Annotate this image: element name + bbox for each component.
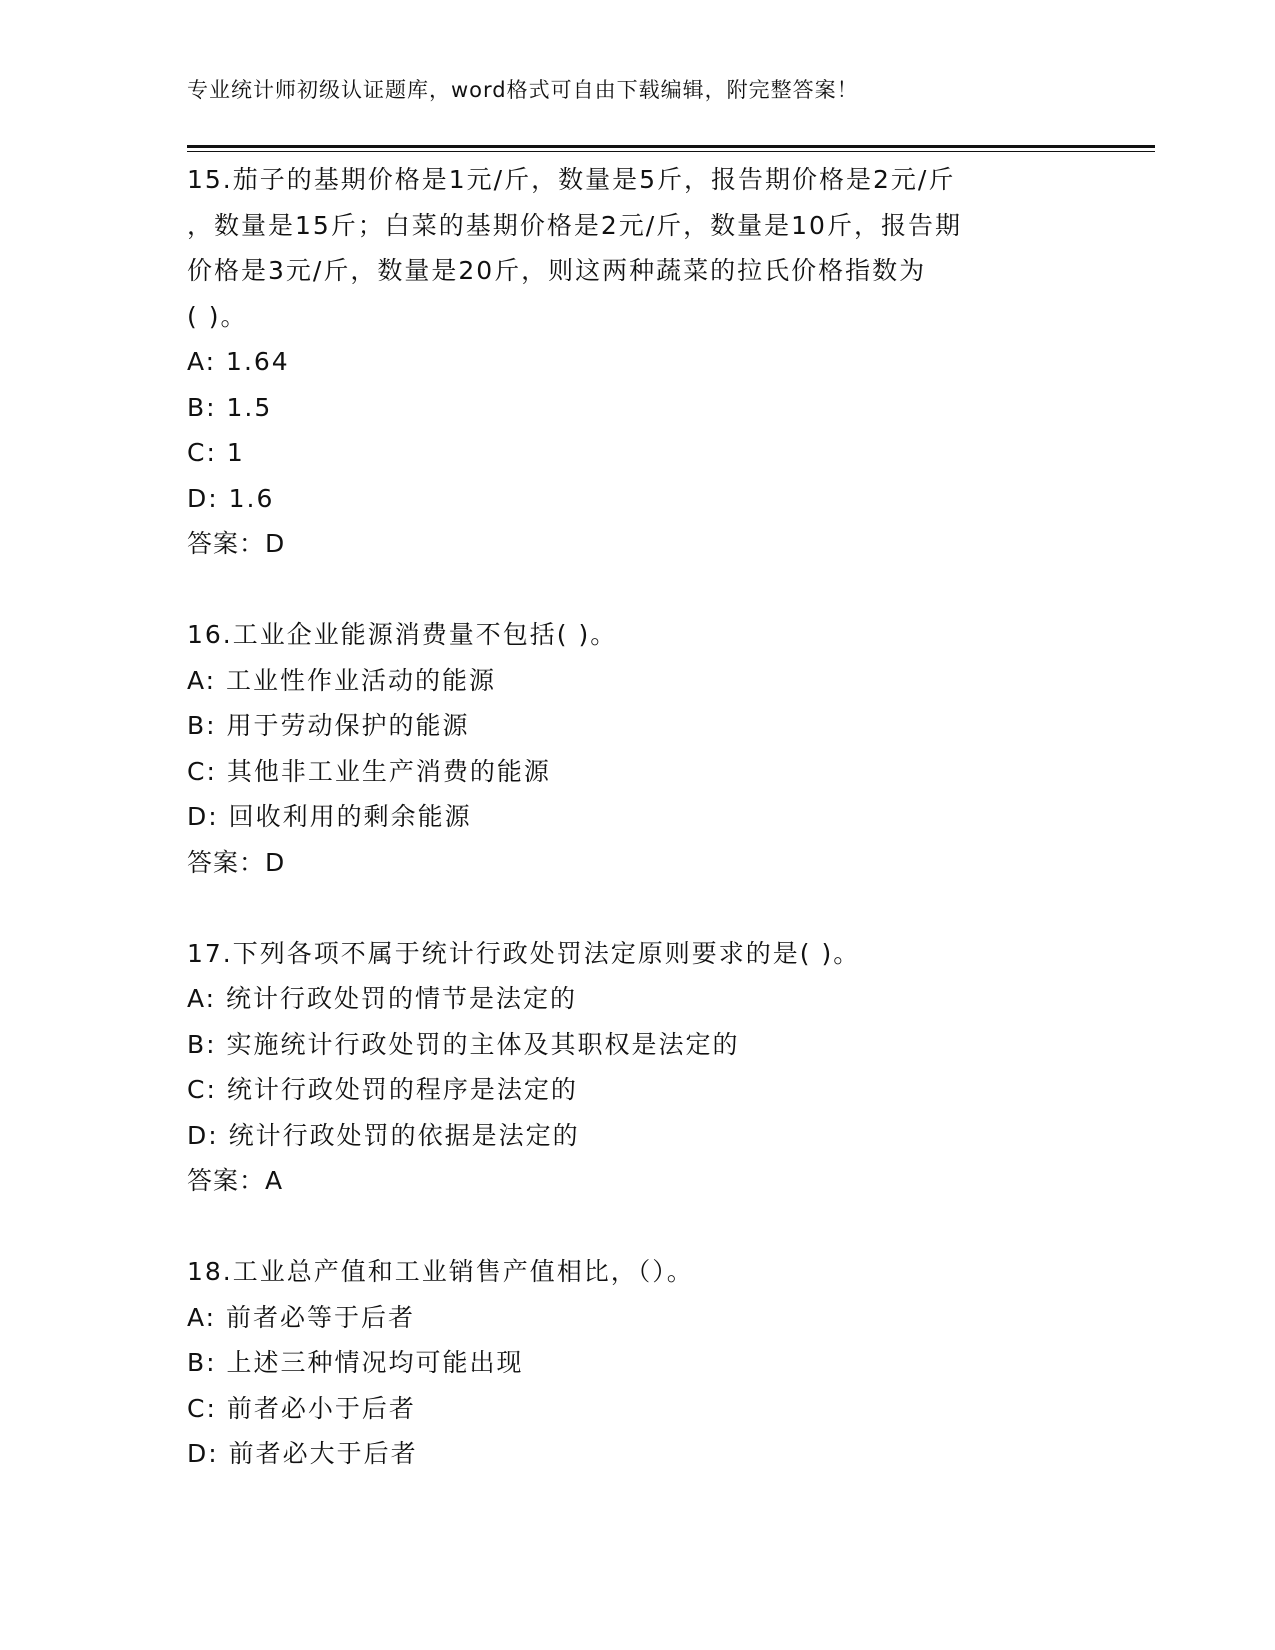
- question-spacer: [187, 1204, 1087, 1250]
- option-a: A: 1.64: [187, 347, 290, 376]
- question-stem-line: 15.茄子的基期价格是1元/斤，数量是5斤，报告期价格是2元/斤: [187, 165, 956, 194]
- page-header: 专业统计师初级认证题库，word格式可自由下载编辑，附完整答案！: [187, 78, 859, 102]
- option-c: C: 1: [187, 438, 245, 467]
- option-d: D: 1.6: [187, 483, 275, 513]
- option-c: C: 统计行政处罚的程序是法定的: [187, 1075, 578, 1104]
- question-18: [187, 1249, 1087, 1477]
- option-a: A: 统计行政处罚的情节是法定的: [187, 984, 578, 1013]
- option-b: B: 上述三种情况均可能出现: [187, 1348, 524, 1377]
- question-list: [187, 157, 1087, 1477]
- option-a: A: 工业性作业活动的能源: [187, 665, 497, 695]
- answer-line: 答案：A: [187, 1166, 284, 1195]
- question-17: [187, 931, 1087, 1204]
- option-d: D: 统计行政处罚的依据是法定的: [187, 1120, 580, 1150]
- answer-line: 答案：D: [187, 529, 286, 558]
- question-spacer: [187, 567, 1087, 613]
- option-b: B: 用于劳动保护的能源: [187, 711, 470, 740]
- answer-line: 答案：D: [187, 847, 286, 877]
- question-stem-line: 价格是3元/斤，数量是20斤，则这两种蔬菜的拉氏价格指数为: [187, 256, 927, 285]
- question-stem-line: ( )。: [187, 301, 248, 331]
- option-b: B: 实施统计行政处罚的主体及其职权是法定的: [187, 1029, 740, 1059]
- question-16: [187, 612, 1087, 885]
- option-c: C: 其他非工业生产消费的能源: [187, 756, 551, 786]
- question-spacer: [187, 885, 1087, 931]
- question-stem-line: 16.工业企业能源消费量不包括( )。: [187, 620, 618, 649]
- option-c: C: 前者必小于后者: [187, 1393, 416, 1423]
- question-stem-line: 18.工业总产值和工业销售产值相比，（）。: [187, 1257, 694, 1286]
- option-a: A: 前者必等于后者: [187, 1302, 416, 1332]
- header-divider-thick: [187, 145, 1155, 148]
- question-15: [187, 157, 1087, 567]
- header-divider-thin: [187, 151, 1155, 152]
- question-stem-line: ，数量是15斤；白菜的基期价格是2元/斤，数量是10斤，报告期: [187, 210, 962, 240]
- question-stem-line: 17.下列各项不属于统计行政处罚法定原则要求的是( )。: [187, 938, 861, 968]
- option-b: B: 1.5: [187, 392, 273, 422]
- option-d: D: 前者必大于后者: [187, 1439, 418, 1468]
- option-d: D: 回收利用的剩余能源: [187, 802, 472, 831]
